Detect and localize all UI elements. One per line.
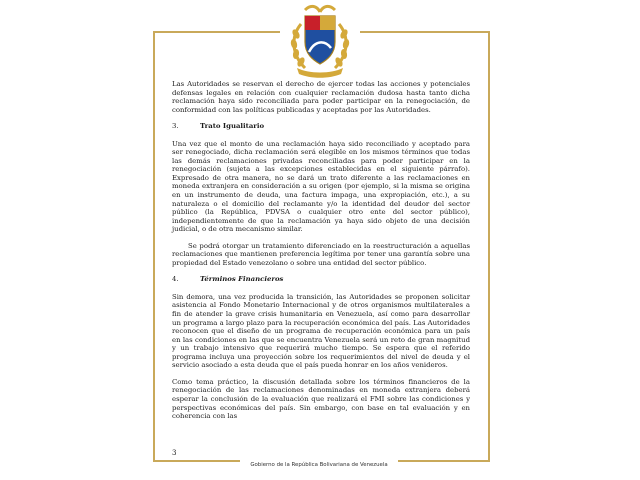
footer-text: Gobierno de la República Bolivariana de Venezuela [250, 462, 388, 468]
section-3-heading [172, 122, 470, 131]
intro-paragraph: Las Autoridades se reservan el derecho de ejercer todas las acciones y potenciales defensas legales en relación con cualquier reclamación dudosa hasta tanto dicha reclamación haya sido reconciliada para poder participar en la renegociación, de conformidad con las políticas publicadas y aceptadas por las Autoridades. [172, 80, 470, 114]
section-4-title: Términos Financieros [200, 275, 284, 284]
section-3-paragraph-2: Se podrá otorgar un tratamiento diferenciado en la reestructuración a aquellas reclamaciones que mantienen preferencia legítima por tener una garantía sobre una propiedad del Estado venezolano o sobre una entidad del sector público. [172, 241, 470, 267]
frame-bottom-right-line [398, 460, 490, 462]
frame-left-line [153, 31, 155, 461]
section-3-number: 3. [172, 122, 179, 131]
frame-right-line [488, 31, 490, 461]
section-3-title: Trato Igualitario [200, 122, 265, 131]
section-4-number: 4. [172, 275, 179, 284]
frame-top-right-line [360, 31, 490, 33]
section-3-paragraph-1: Una vez que el monto de una reclamación haya sido reconciliado y aceptado para ser renegociado, dicha reclamación será elegible en los mismos términos que todas las demás reclamaciones privadas reconciliadas para poder participar en la renegociación (sujeta a las excepciones establecidas en el siguiente párrafo). Expresado de otra manera, no se dará un trato diferente a las reclamaciones en moneda extranjera en consideración a su origen (por ejemplo, si la misma se origina en un instrumento de deuda, una factura impaga, una expropiación, etc.), a su naturaleza o el domicilio del reclamante y/o la identidad del deudor del sector público (la República, PDVSA o cualquier otro ente del sector público), independientemente de que la reclamación ya haya sido objeto de una decisión judicial, o de otra mecanismo similar. [172, 139, 470, 234]
section-4-heading [172, 275, 470, 284]
section-4-paragraph-2: Como tema práctico, la discusión detallada sobre los términos financieros de la renegociación de las reclamaciones denominadas en moneda extranjera deberá esperar la conclusión de la evaluación que realizará el FMI sobre las condiciones y perspectivas económicas del país. Sin embargo, con base en tal evaluación y en coherencia con las [172, 377, 470, 421]
frame-bottom-left-line [153, 460, 240, 462]
page-number: 3 [172, 449, 177, 457]
coat-of-arms-icon [287, 2, 353, 80]
section-4-paragraph-1: Sin demora, una vez producida la transición, las Autoridades se proponen solicitar asistencia al Fondo Monetario Internacional y de otros organismos multilaterales a fin de atender la grave crisis humanitaria en Venezuela, así como para desarrollar un programa a largo plazo para la recuperación económica del país. Las Autoridades reconocen que el diseño de un programa de recuperación económica para un país en las condiciones en las que se encuentra Venezuela será un reto de gran magnitud y un trabajo intensivo que requerirá mucho tiempo. Se espera que el referido programa incluya una proyección sobre los requerimientos del nivel de deuda y el servicio asociado a esta deuda que el país pueda honrar en los años venideros. [172, 292, 470, 370]
frame-top-left-line [153, 31, 280, 33]
document-body [172, 80, 470, 429]
